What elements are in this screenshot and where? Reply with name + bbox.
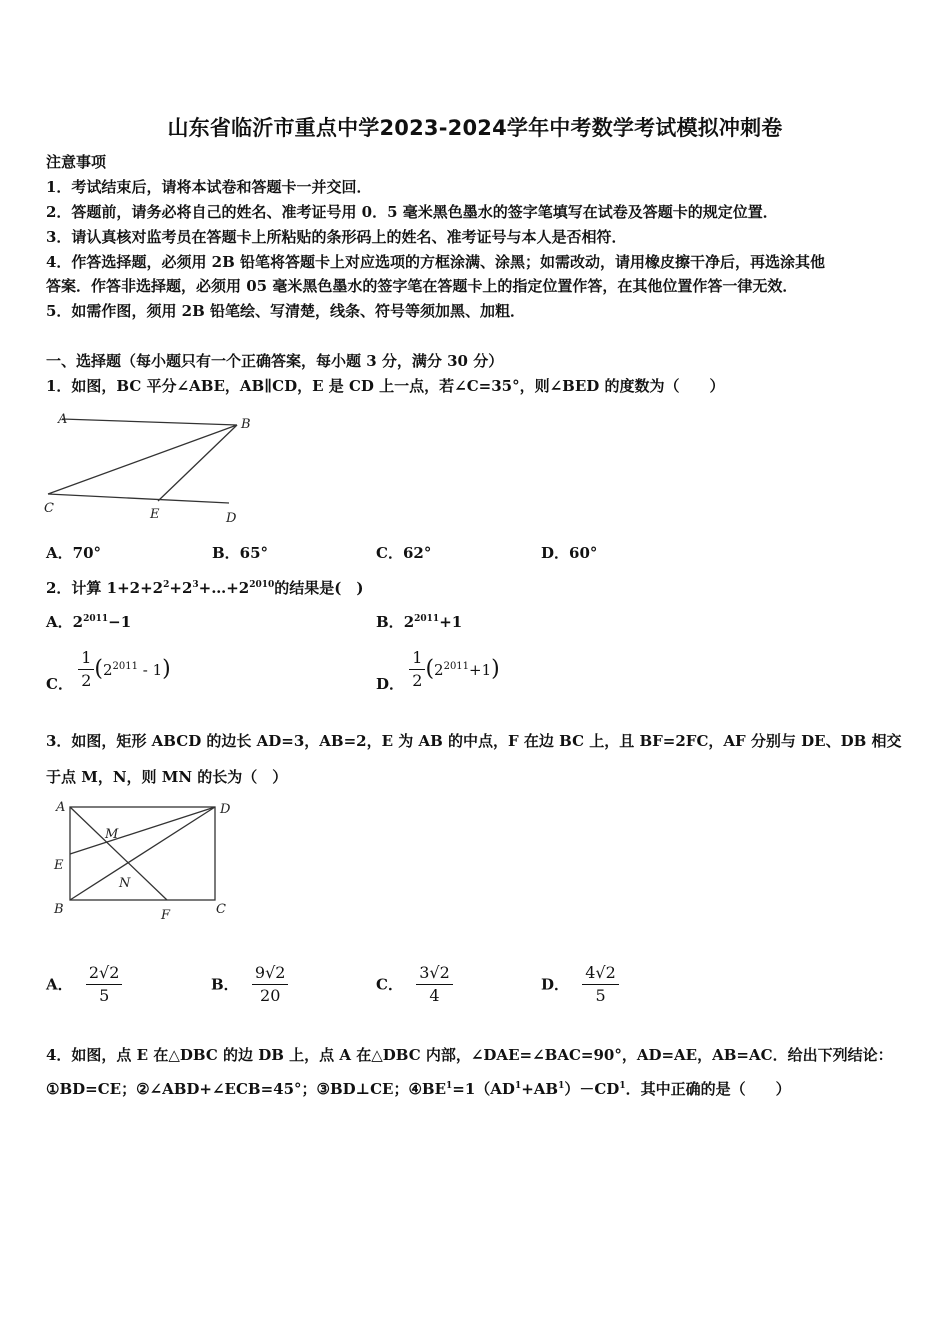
q4-exp: 1	[558, 1081, 565, 1091]
notice-item-2: 2．答题前，请务必将自己的姓名、准考证号用 0．5 毫米黑色墨水的签字笔填写在试卷及答题卡的规定位置．	[46, 203, 778, 221]
q2-stem-part: 的结果是( )	[274, 579, 364, 597]
paren: )	[162, 656, 171, 682]
q1-label-e: E	[150, 507, 160, 522]
q3-label-e: E	[54, 858, 64, 873]
q4-exp: 1	[619, 1081, 626, 1091]
q3-label-m: M	[105, 827, 119, 842]
q3-option-b[interactable]	[211, 962, 288, 1007]
q3-option-c[interactable]	[376, 962, 453, 1007]
fraction-numerator: 3√2	[416, 962, 453, 985]
q2-option-exp: 2011	[414, 614, 440, 624]
q3-option-d[interactable]	[541, 962, 619, 1007]
q2-stem-part: +2	[169, 579, 193, 597]
fraction-denominator: 4	[429, 986, 440, 1005]
q2-c-fraction	[78, 647, 94, 692]
q3-stem-line1: 3．如图，矩形 ABCD 的边长 AD=3，AB=2，E 为 AB 的中点，F 在边 BC 上，且 BF=2FC，AF 分别与 DE、DB 相交	[46, 732, 902, 750]
fraction-denominator: 5	[99, 986, 110, 1005]
paren: (	[94, 656, 103, 682]
fraction-numerator: 1	[409, 647, 425, 670]
paren: (	[425, 656, 435, 682]
q4-stem-line2	[46, 1078, 791, 1100]
q2-option-exp: 2011	[83, 614, 109, 624]
q2-exp: 3	[192, 580, 199, 590]
notice-heading: 注意事项	[46, 153, 107, 171]
expr-exp: 2011	[443, 660, 470, 672]
q2-option-label: C．	[46, 674, 73, 693]
q1-label-d: D	[226, 511, 237, 526]
q4-part: ①BD=CE；②∠ABD+∠ECB=45°；③BD⊥CE；④BE	[46, 1080, 447, 1098]
q3-label-f: F	[161, 908, 171, 923]
q3-option-a[interactable]	[46, 962, 122, 1007]
q1-option-b[interactable]: B．65°	[212, 544, 269, 562]
q4-exp: 1	[446, 1081, 453, 1091]
notice-item-3: 3．请认真核对监考员在答题卡上所粘贴的条形码上的姓名、准考证号与本人是否相符．	[46, 228, 627, 246]
exam-title: 山东省临沂市重点中学2023-2024学年中考数学考试模拟冲刺卷	[167, 116, 783, 140]
q2-stem-part: 2．计算 1+2+2	[46, 579, 164, 597]
q2-exp: 2010	[249, 580, 275, 590]
q2-d-fraction	[409, 647, 425, 692]
q3-label-c: C	[216, 902, 226, 917]
expr-base: 2	[434, 660, 444, 679]
q2-option-c[interactable]	[46, 647, 171, 692]
q3-option-label: D．	[541, 975, 570, 994]
fraction-numerator: 2√2	[86, 962, 123, 985]
q2-c-expr	[103, 661, 162, 679]
q2-option-tail: +1	[439, 613, 463, 631]
q3-label-n: N	[119, 876, 131, 891]
q1-option-d[interactable]: D．60°	[541, 544, 598, 562]
expr-exp: 2011	[112, 660, 138, 672]
q2-stem	[46, 577, 364, 599]
section-heading: 一、选择题（每小题只有一个正确答案，每小题 3 分，满分 30 分）	[46, 352, 504, 370]
fraction-denominator: 2	[412, 671, 423, 690]
expr-tail: - 1	[137, 660, 163, 679]
q1-option-a[interactable]: A．70°	[46, 544, 102, 562]
q2-option-d[interactable]	[376, 647, 500, 692]
q3-option-label: B．	[211, 975, 239, 994]
q1-label-b: B	[241, 417, 251, 432]
q1-option-c[interactable]: C．62°	[376, 544, 432, 562]
q2-option-label: D．	[376, 674, 405, 693]
q4-exp: 1	[514, 1081, 522, 1091]
q2-option-b[interactable]	[376, 611, 462, 633]
fraction-numerator: 4√2	[582, 962, 619, 985]
fraction-numerator: 9√2	[252, 962, 289, 985]
expr-tail: +1	[469, 660, 492, 679]
q3-a-fraction	[86, 962, 123, 1007]
notice-item-1: 1．考试结束后，请将本试卷和答题卡一并交回．	[46, 178, 372, 196]
q3-c-fraction	[416, 962, 453, 1007]
q4-part: +AB	[521, 1080, 559, 1098]
q4-stem-line1: 4．如图，点 E 在△DBC 的边 DB 上，点 A 在△DBC 内部，∠DAE=∠BAC=90°，AD=AE，AB=AC．给出下列结论：	[46, 1046, 893, 1064]
q2-exp: 2	[163, 580, 170, 590]
fraction-denominator: 5	[595, 986, 606, 1005]
fraction-denominator: 2	[81, 671, 92, 690]
q3-label-d: D	[220, 802, 231, 817]
q2-option-base: 2	[403, 613, 415, 631]
q3-label-b: B	[54, 902, 64, 917]
q3-figure	[50, 796, 240, 926]
q2-option-label: B．	[376, 613, 404, 631]
notice-item-4: 4．作答选择题，必须用 2B 铅笔将答题卡上对应选项的方框涂满、涂黑；如需改动，请用橡皮擦干净后，再选涂其他	[46, 253, 826, 271]
q2-option-tail: −1	[108, 613, 132, 631]
q1-label-c: C	[44, 501, 54, 516]
fraction-numerator: 1	[78, 647, 94, 670]
q3-option-label: A．	[46, 975, 73, 994]
q2-d-expr	[434, 661, 491, 679]
q2-stem-part: +…+2	[198, 579, 250, 597]
q4-part: =1（AD	[452, 1080, 515, 1098]
notice-item-4-cont: 答案．作答非选择题，必须用 05 毫米黑色墨水的签字笔在答题卡上的指定位置作答，在其他位置作答一律无效．	[46, 277, 798, 295]
notice-item-5: 5．如需作图，须用 2B 铅笔绘、写清楚，线条、符号等须加黑、加粗．	[46, 302, 525, 320]
q3-d-fraction	[582, 962, 619, 1007]
q3-b-fraction	[252, 962, 289, 1007]
expr-base: 2	[102, 660, 113, 679]
q4-part: ．其中正确的是（ ）	[625, 1080, 791, 1098]
paren: )	[491, 656, 500, 682]
q2-option-base: 2	[72, 613, 84, 631]
q4-part: ）－CD	[564, 1080, 620, 1098]
q3-stem-line2: 于点 M，N，则 MN 的长为（ ）	[46, 768, 288, 786]
q3-label-a: A	[56, 800, 66, 815]
q2-option-a[interactable]	[46, 611, 131, 633]
q1-stem: 1．如图，BC 平分∠ABE，AB∥CD，E 是 CD 上一点，若∠C=35°，则∠BED 的度数为（ ）	[46, 377, 725, 395]
q2-option-label: A．	[46, 613, 73, 631]
fraction-denominator: 20	[260, 986, 281, 1005]
q1-label-a: A	[58, 412, 68, 427]
q1-figure	[42, 406, 260, 530]
q3-option-label: C．	[376, 975, 403, 994]
